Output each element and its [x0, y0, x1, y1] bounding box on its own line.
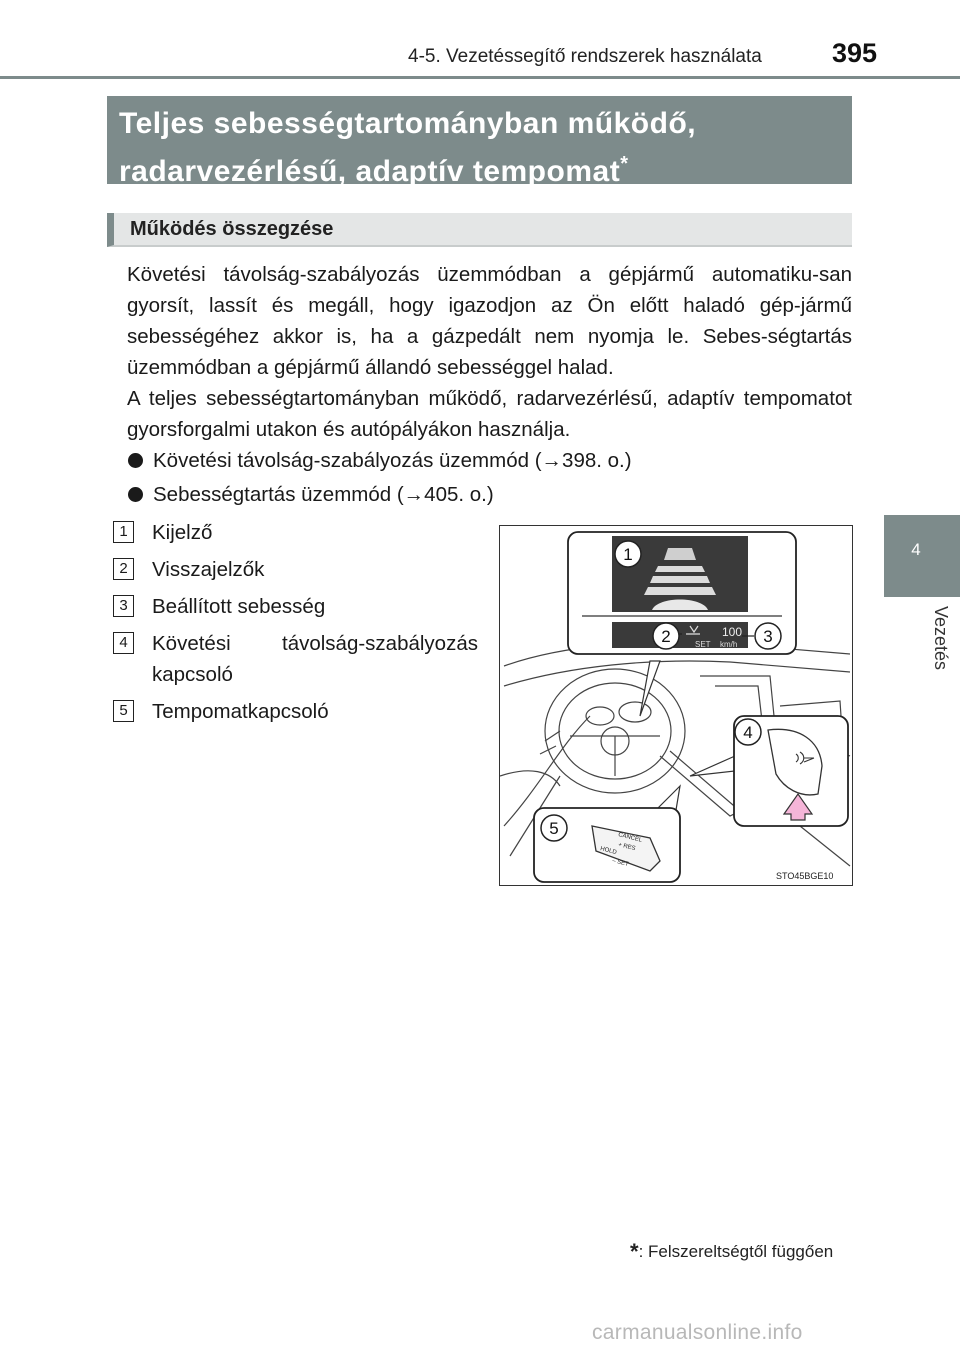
page-number: 395 [832, 38, 878, 68]
bullet-item [128, 479, 494, 510]
number-box: 4 [113, 632, 134, 654]
watermark: carmanualsonline.info [592, 1321, 803, 1344]
numbered-item-label: Beállított sebesség [152, 595, 326, 618]
callout-number: 2 [661, 627, 671, 646]
bullet-dot [128, 487, 143, 502]
bullet-item [128, 445, 632, 476]
callout-circle [653, 623, 679, 649]
chapter-label: Vezetés [931, 606, 951, 671]
lever-text: HOLD [599, 846, 618, 856]
section-title-line2 [119, 144, 840, 192]
switch-pointer [690, 756, 735, 776]
bullet-text: Sebességtartás üzemmód (→405. o.) [153, 483, 494, 506]
section-title-box [107, 96, 852, 188]
footnote-marker: * [630, 1239, 639, 1264]
lead-car-icon [664, 548, 696, 560]
paragraph-intro: Követési távolság-szabályozás üzemmódban a gépjármű automatiku-san gyorsít, lassít és megáll, hogy igazodjon az Ön előtt haladó gép-jármű sebességéhez akkor is, ha a gázpedált nem nyomja le. Sebes-ségtartás üzemmódban a gépjármű állandó sebességgel halad. [127, 263, 852, 379]
numbered-item-label: Visszajelzők [152, 558, 265, 581]
callout-circle [615, 541, 641, 567]
section-title-line2-text: radarvezérlésű, adaptív tempomat [119, 155, 621, 188]
footnote [630, 1239, 833, 1265]
callout-circle [755, 623, 781, 649]
bullet-dot [128, 453, 143, 468]
display-speed-unit: km/h [720, 640, 738, 649]
chapter-number: 4 [911, 540, 921, 559]
cockpit-drawing [500, 526, 853, 886]
number-box: 5 [113, 700, 134, 722]
section-title-line1: Teljes sebességtartományban működő, [119, 107, 697, 140]
lever-text: CANCEL [617, 832, 643, 844]
header-section-title: 4-5. Vezetéssegítő rendszerek használata [408, 46, 762, 67]
subheading-bar [107, 213, 852, 247]
callout-number: 1 [623, 545, 633, 564]
number-box: 3 [113, 595, 134, 617]
figure-code: STO45BGE10 [776, 871, 834, 881]
callout-circle [735, 719, 761, 745]
display-speed-value: 100 [722, 625, 743, 639]
numbered-item-label-cont: kapcsoló [152, 663, 233, 686]
numbered-item-label: Kijelző [152, 521, 213, 544]
title-footnote-marker: * [620, 153, 629, 175]
number-box: 2 [113, 558, 134, 580]
bullet-text: Követési távolság-szabályozás üzemmód (→398. o.) [153, 449, 632, 472]
subheading: Működés összegzése [130, 218, 334, 240]
cockpit-illustration [499, 525, 853, 886]
callout-number: 5 [549, 819, 559, 838]
callout-number: 4 [743, 723, 753, 742]
lever-text: – SET [611, 858, 630, 868]
numbered-item-label: Tempomatkapcsoló [152, 700, 329, 723]
display-set-label: SET [695, 640, 711, 649]
numbered-item-label: Követési távolság-szabályozás [152, 632, 478, 655]
number-box: 1 [113, 521, 134, 543]
lever-text: + RES [617, 842, 636, 853]
header-rule [0, 76, 960, 79]
callout-number: 3 [763, 627, 773, 646]
callout-circle [541, 815, 567, 841]
paragraph-usage: A teljes sebességtartományban működő, radarvezérlésű, adaptív tempomatot gyorsforgalmi utakon és autópályákon használja. [127, 387, 852, 441]
footnote-text: : Felszereltségtől függően [638, 1242, 834, 1261]
